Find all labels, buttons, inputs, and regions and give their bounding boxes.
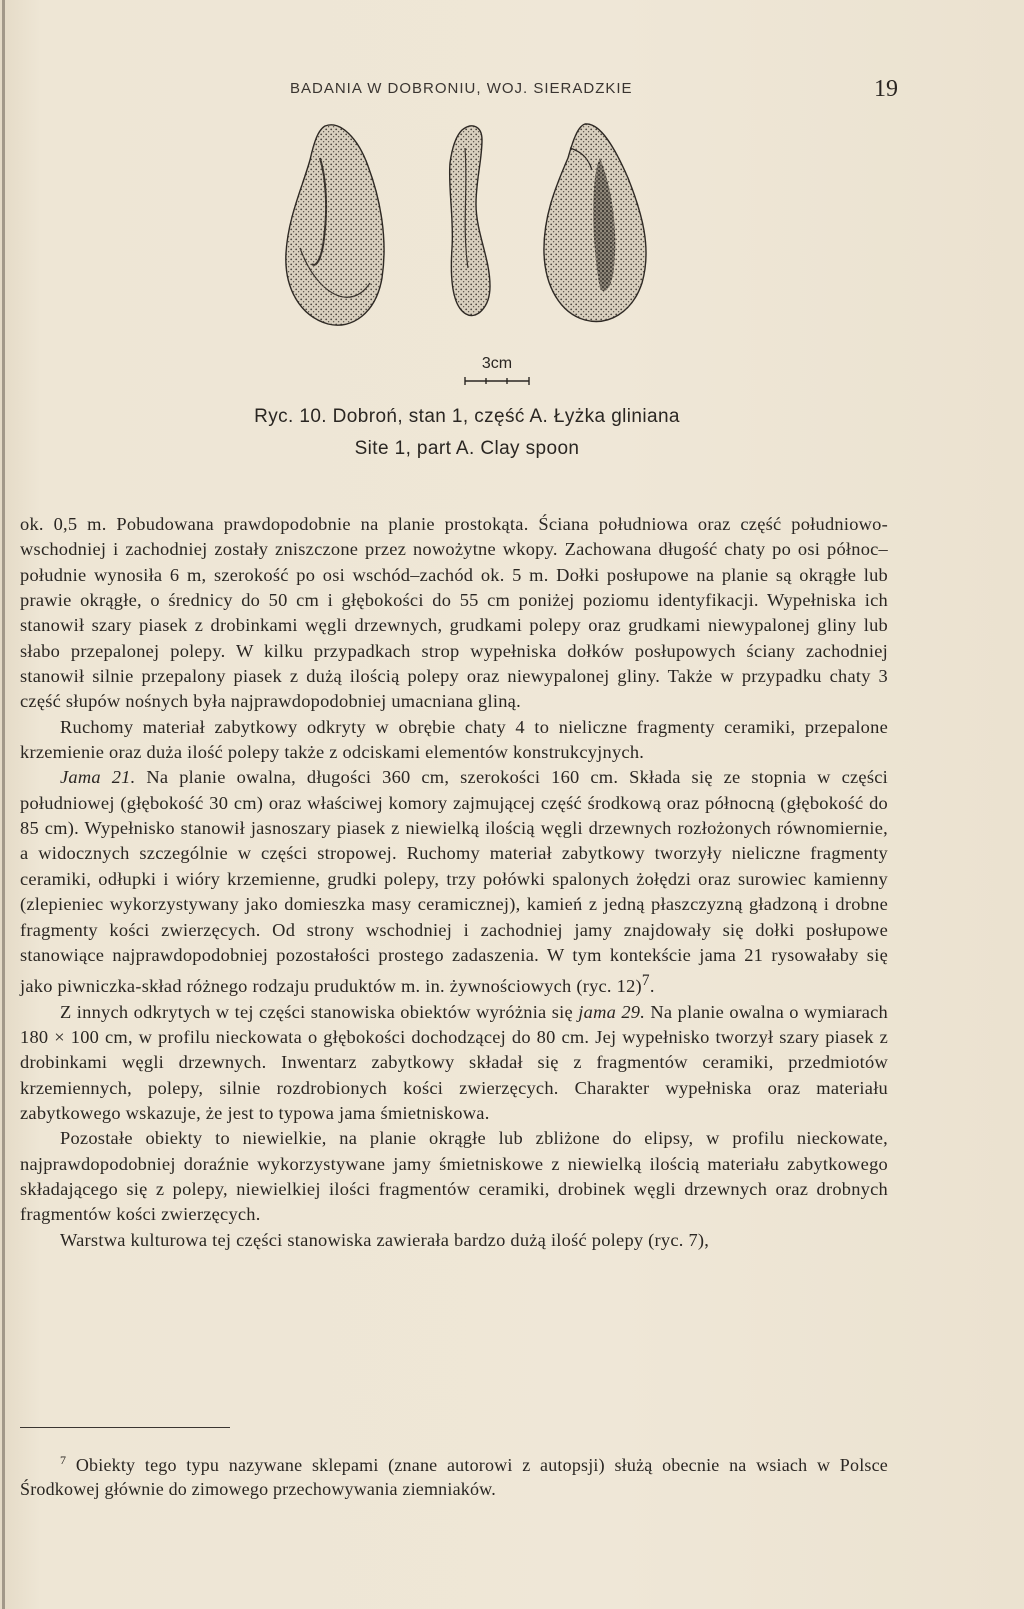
paragraph-3-text: Na planie owalna, długości 360 cm, szerokości 160 cm. Składa się ze stopnia w części południowej (głębokość 30 cm) oraz właściwej komory zajmującej część środkową oraz północną (głębokość do 85 cm). Wypełnisko stanowił jasnoszary piasek z niewielką ilością węgli drzewnych rozłożonych równomiernie, a widocznych szczególnie w części stropowej. Ruchomy materiał zabytkowy tworzyły nieliczne fragmenty ceramiki, odłupki i wióry krzemienne, grudki polepy, trzy połówki spalonych żołędzi oraz surowiec kamienny (zlepieniec wykorzystywany jako domieszka masy ceramicznej), kamień z jedną płaszczyzną gładzoną i drobne fragmenty kości zwierzęcych. Od strony wschodniej i zachodniej jamy znajdowały się dołki posłupowe stanowiące najprawdopodobniej pozostałości prostego zadaszenia. W tym kontekście jama 21 rysowałaby się jako piwniczka-skład różnego rodzaju pruduktów m. in. żywnościowych (ryc. 12): [20, 767, 889, 997]
footnote-divider: [20, 1427, 230, 1428]
scan-edge-line: [2, 0, 5, 1609]
figure-caption-english: Site 1, part A. Clay spoon: [354, 438, 580, 459]
scale-bar-graphic: [464, 376, 530, 386]
spoon-top-view: [286, 125, 384, 325]
footnote-number: 7: [60, 1453, 67, 1467]
page-number: 19: [874, 76, 898, 102]
paragraph-5: Pozostałe obiekty to niewielkie, na planie okrągłe lub zbliżone do elipsy, w profilu nieckowate, najprawdopodobniej doraźnie wykorzystywane jamy śmietniskowe z niewielką ilością materiału zabytkowego składającego się z polepy, niewielkiej ilości fragmentów ceramiki, drobinek węgli drzewnych oraz drobnych fragmentów kości zwierzęcych.: [20, 1128, 888, 1225]
paragraph-1: ok. 0,5 m. Pobudowana prawdopodobnie na planie prostokąta. Ściana południowa oraz część południowo-wschodniej i zachodniej zostały zniszczone przez nowożytne wkopy. Zachowana długość chaty po osi północ–południe wynosiła 6 m, szerokość po osi wschód–zachód ok. 5 m. Dołki posłupowe na planie są okrągłe lub prawie okrągłe, o średnicy do 50 cm i głębokości do 55 cm poniżej poziomu identyfikacji. Wypełniska ich stanowił szary piasek z drobinkami węgli drzewnych, grudkami polepy oraz grudkami niewypalonej gliny lub słabo przepalonej polepy. W kilku przypadkach strop wypełniska dołków posłupowych ściany zachodniej stanowił silnie przepalony piasek z dużą ilością polepy oraz niewypalonej gliny. Także w przypadku chaty 3 część słupów nośnych była najprawdopodobniej umacniana gliną.: [20, 514, 888, 712]
footnote: [20, 1448, 888, 1501]
spoon-side-view: [450, 126, 490, 316]
feature-heading-jama-29: jama 29.: [578, 1001, 646, 1022]
spoon-bowl-view: [544, 124, 646, 322]
feature-heading-jama-21: Jama 21.: [60, 767, 136, 788]
paragraph-6: Warstwa kulturowa tej części stanowiska zawierała bardzo dużą ilość polepy (ryc. 7),: [60, 1229, 710, 1250]
paragraph-3-end: .: [649, 976, 655, 997]
running-head: BADANIA W DOBRONIU, WOJ. SIERADZKIE: [290, 80, 633, 97]
paragraph-2: Ruchomy materiał zabytkowy odkryty w obrębie chaty 4 to nieliczne fragmenty ceramiki, przepalone krzemienie oraz duża ilość polepy także z odciskami elementów konstrukcyjnych.: [20, 716, 888, 763]
main-text: [20, 512, 888, 1253]
scale-label: 3cm: [481, 355, 513, 372]
paragraph-4-text: Na planie owalna o wymiarach 180 × 100 cm, w profilu nieckowata o głębokości dochodzącej do 80 cm. Jej wypełnisko tworzył szary piasek z drobinkami węgli drzewnych. Inwentarz zabytkowy składał się z fragmentów ceramiki, przedmiotów krzemiennych, polepy, silnie rozdrobionych kości zwierzęcych. Charakter wypełniska oraz materiału zabytkowego wskazuje, że jest to typowa jama śmietniskowa.: [20, 1001, 888, 1124]
footnote-ref: 7: [641, 972, 650, 990]
clay-spoon-illustration: [270, 118, 670, 358]
figure-caption-polish: Ryc. 10. Dobroń, stan 1, część A. Łyżka gliniana: [254, 406, 680, 427]
scale-bar: [464, 355, 530, 391]
paragraph-4-start: Z innych odkrytych w tej części stanowiska obiektów wyróżnia się: [60, 1001, 579, 1022]
footnote-text: Obiekty tego typu nazywane sklepami (znane autorowi z autopsji) służą obecnie na wsiach w Polsce Środkowej głównie do zimowego przechowywania ziemniaków.: [20, 1455, 888, 1499]
paragraph-4: [20, 1000, 888, 1127]
paragraph-3: [20, 765, 888, 999]
